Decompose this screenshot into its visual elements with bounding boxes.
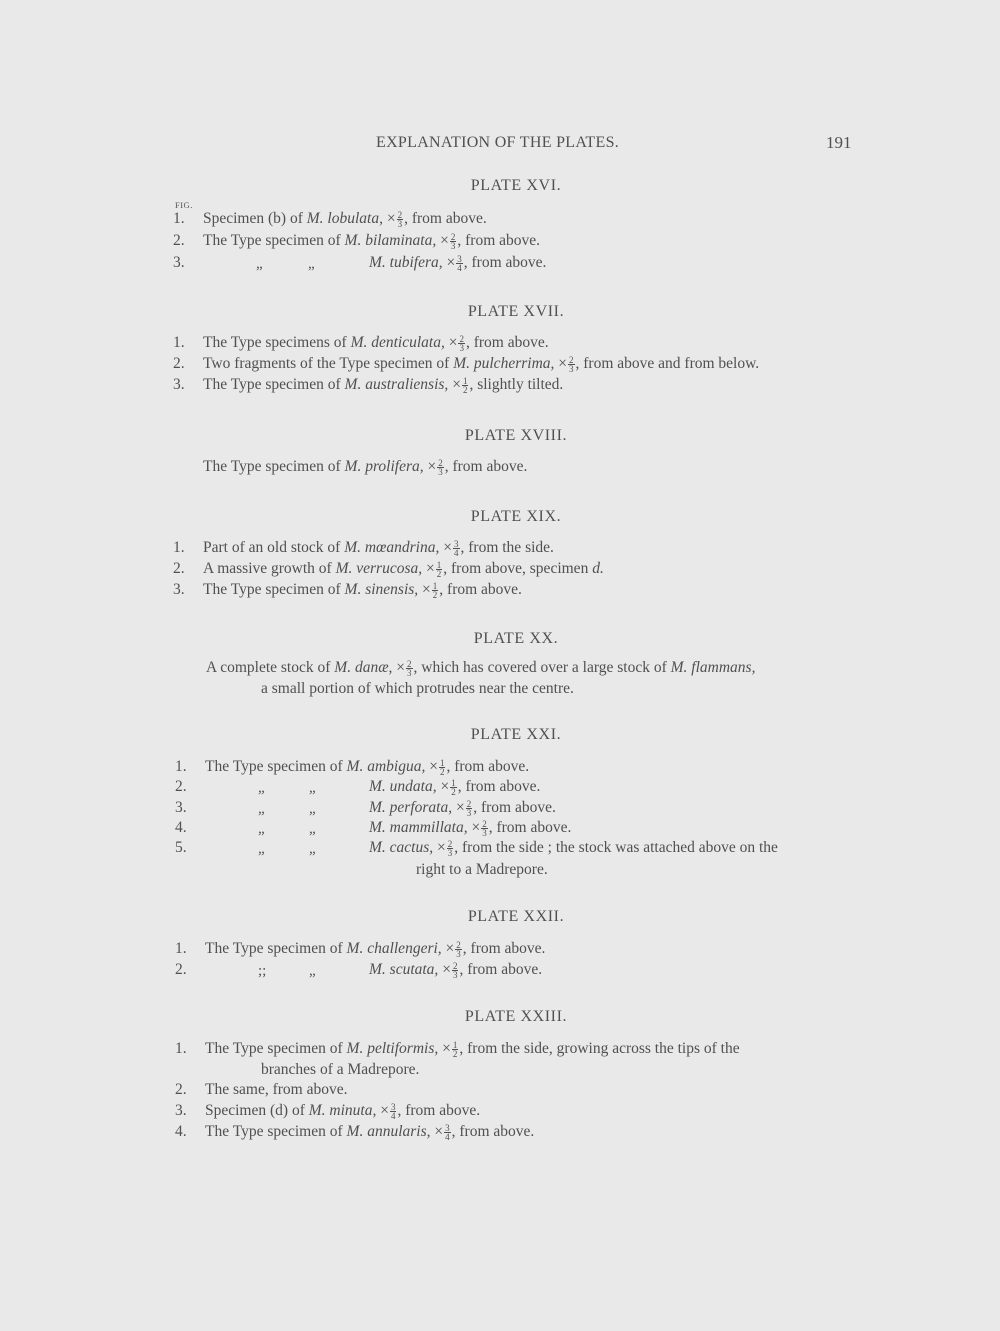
- magnification-fraction: $\frac{1}{2}$: [436, 559, 442, 579]
- item-number: 3.: [175, 1102, 187, 1119]
- item-text: The Type specimen of: [205, 758, 347, 775]
- plate-heading: PLATE XXI.: [470, 726, 562, 743]
- plate-item: The Type specimens of M. denticulata, × $\frac{2}{3}$ , from above.: [203, 333, 549, 353]
- specimen-letter: d.: [592, 560, 604, 577]
- item-text: The Type specimen of: [205, 940, 347, 957]
- plate-item: The Type specimen of M. challengeri, × $\frac{2}{3}$ , from above.: [205, 939, 546, 959]
- item-number: 2.: [175, 961, 187, 978]
- species-name: M. australiensis,: [344, 376, 449, 393]
- plate-item: The Type specimen of M. ambigua, × $\frac{1}{2}$ , from above.: [205, 757, 530, 777]
- ditto-mark: „: [308, 256, 315, 272]
- plate-item: M. mammillata, × $\frac{2}{3}$ , from above.: [369, 818, 572, 838]
- magnification-fraction: $\frac{2}{3}$: [482, 818, 487, 838]
- plate-item: The same, from above.: [205, 1081, 348, 1098]
- item-text: , from above.: [444, 458, 528, 475]
- running-header-title: EXPLANATION OF THE PLATES.: [376, 134, 620, 151]
- magnification-fraction: $\frac{2}{3}$: [447, 838, 453, 858]
- magnification-fraction: $\frac{2}{3}$: [452, 960, 458, 980]
- plate-item: M. undata, × $\frac{1}{2}$ , from above.: [369, 777, 541, 797]
- ditto-mark: „: [309, 801, 316, 817]
- item-text: The Type specimen of: [203, 458, 345, 475]
- item-text: , from above, specimen: [443, 560, 593, 577]
- item-text: , from the side, growing across the tips of the: [459, 1040, 740, 1057]
- item-text: , from above.: [462, 940, 546, 957]
- species-name: M. lobulata,: [306, 210, 383, 227]
- magnification-fraction: $\frac{3}{4}$: [390, 1101, 396, 1121]
- item-text: The Type specimens of: [203, 334, 351, 351]
- species-name: M. tubifera,: [369, 254, 443, 271]
- magnification-fraction: $\frac{2}{3}$: [407, 658, 412, 678]
- magnification-fraction: $\frac{2}{3}$: [459, 333, 464, 353]
- plate-paragraph: A complete stock of M. danæ, × $\frac{2}{3}$ , which has covered over a large stock of M. flammans,: [206, 658, 756, 678]
- plate-item: The Type specimen of M. annularis, × $\frac{3}{4}$ , from above.: [205, 1122, 535, 1142]
- species-name: M. denticulata,: [350, 334, 445, 351]
- plate-item: Part of an old stock of M. mœandrina, × $\frac{3}{4}$ , from the side.: [203, 538, 554, 558]
- magnification-fraction: $\frac{3}{4}$: [445, 1122, 450, 1142]
- plate-heading: PLATE XX.: [473, 630, 559, 647]
- item-text: , from above.: [446, 758, 530, 775]
- species-name: M. sinensis,: [344, 581, 419, 598]
- species-name: M. minuta,: [308, 1102, 377, 1119]
- species-name: M. challengeri,: [346, 940, 442, 957]
- magnification-fraction: $\frac{3}{4}$: [457, 253, 462, 273]
- species-name: M. peltiformis,: [346, 1040, 439, 1057]
- item-text: , from above.: [451, 1123, 535, 1140]
- item-text: , from above.: [439, 581, 522, 598]
- item-text: , from above.: [473, 799, 556, 816]
- item-number: 3.: [173, 581, 185, 598]
- item-continuation: branches of a Madrepore.: [261, 1061, 420, 1078]
- ditto-mark: „: [258, 801, 265, 817]
- plate-item: M. scutata, × $\frac{2}{3}$ , from above.: [369, 960, 543, 980]
- item-number: 1.: [175, 1040, 187, 1057]
- item-text: , from above.: [404, 210, 487, 227]
- item-number: 1.: [175, 758, 187, 775]
- plate-item: Specimen (b) of M. lobulata, × $\frac{2}{3}$ , from above.: [203, 209, 487, 229]
- ditto-mark: „: [309, 821, 316, 837]
- plate-item: M. tubifera, × $\frac{3}{4}$ , from above.: [369, 253, 547, 273]
- species-name: M. pulcherrima,: [453, 355, 555, 372]
- species-name: M. mammillata,: [369, 819, 468, 836]
- item-text: Two fragments of the Type specimen of: [203, 355, 454, 372]
- item-number: 1.: [173, 210, 185, 227]
- plate-item: Two fragments of the Type specimen of M. pulcherrima, × $\frac{2}{3}$ , from above and from below.: [203, 354, 760, 374]
- item-text: Part of an old stock of: [203, 539, 345, 556]
- plate-item: Specimen (d) of M. minuta, × $\frac{3}{4}$ , from above.: [205, 1101, 481, 1121]
- item-text: A massive growth of: [203, 560, 336, 577]
- species-name: M. bilaminata,: [344, 232, 437, 249]
- item-text: , from above.: [459, 961, 543, 978]
- magnification-fraction: $\frac{1}{2}$: [432, 580, 438, 600]
- magnification-fraction: $\frac{2}{3}$: [456, 939, 461, 959]
- plate-paragraph-continuation: a small portion of which protrudes near the centre.: [261, 680, 574, 697]
- item-number: 4.: [175, 819, 187, 836]
- item-number: 3.: [173, 376, 185, 393]
- item-number: 3.: [175, 799, 187, 816]
- item-number: 2.: [173, 560, 185, 577]
- item-text: , from above and from below.: [575, 355, 760, 372]
- item-number: 1.: [175, 940, 187, 957]
- item-text: The Type specimen of: [203, 581, 345, 598]
- plate-item: The Type specimen of M. australiensis, × $\frac{1}{2}$ , slightly tilted.: [203, 375, 564, 395]
- ditto-mark: „: [309, 780, 316, 796]
- plate-heading: PLATE XVIII.: [464, 427, 568, 444]
- species-name: M. ambigua,: [346, 758, 426, 775]
- fig-column-label: FIG.: [175, 200, 193, 210]
- item-number: 1.: [173, 334, 185, 351]
- item-number: 3.: [173, 254, 185, 271]
- item-text: , from above.: [457, 778, 541, 795]
- item-text: Specimen (b) of: [203, 210, 307, 227]
- item-text: The Type specimen of: [205, 1040, 347, 1057]
- magnification-fraction: $\frac{2}{3}$: [397, 209, 403, 229]
- ditto-mark: „: [309, 841, 316, 857]
- magnification-fraction: $\frac{1}{2}$: [439, 757, 445, 777]
- item-number: 2.: [175, 778, 187, 795]
- plate-item: The Type specimen of M. sinensis, × $\frac{1}{2}$ , from above.: [203, 580, 522, 600]
- item-number: 4.: [175, 1123, 187, 1140]
- item-text: A complete stock of: [206, 659, 335, 676]
- ditto-mark: „: [258, 780, 265, 796]
- item-number: 2.: [173, 232, 185, 249]
- species-name: M. perforata,: [369, 799, 453, 816]
- plate-heading: PLATE XVII.: [467, 303, 565, 320]
- species-name: M. danæ,: [334, 659, 393, 676]
- magnification-fraction: $\frac{2}{3}$: [569, 354, 574, 374]
- ditto-mark: „: [309, 963, 316, 979]
- magnification-fraction: $\frac{1}{2}$: [451, 777, 456, 797]
- ditto-mark: „: [258, 821, 265, 837]
- item-text: The Type specimen of: [203, 232, 345, 249]
- species-name: M. annularis,: [346, 1123, 431, 1140]
- page-number: 191: [826, 133, 852, 152]
- plate-heading: PLATE XXIII.: [464, 1008, 568, 1025]
- item-text: , from the side ; the stock was attached above on the: [454, 839, 778, 856]
- magnification-fraction: $\frac{2}{3}$: [438, 457, 443, 477]
- plate-heading: PLATE XIX.: [470, 508, 562, 525]
- species-name: M. cactus,: [369, 839, 434, 856]
- plate-item: A massive growth of M. verrucosa, × $\frac{1}{2}$ , from above, specimen d.: [203, 559, 604, 579]
- magnification-fraction: $\frac{1}{2}$: [452, 1039, 458, 1059]
- item-continuation: right to a Madrepore.: [416, 861, 548, 878]
- item-number: 1.: [173, 539, 185, 556]
- item-text: The Type specimen of: [203, 376, 345, 393]
- item-text: , slightly tilted.: [469, 376, 564, 393]
- item-text: Specimen (d) of: [205, 1102, 309, 1119]
- item-text: , from above.: [463, 254, 547, 271]
- ditto-mark: „: [258, 841, 265, 857]
- plate-item: The Type specimen of M. bilaminata, × $\frac{2}{3}$ , from above.: [203, 231, 541, 251]
- plate-item: The Type specimen of M. peltiformis, × $\frac{1}{2}$ , from the side, growing across the tips of the: [205, 1039, 740, 1059]
- magnification-fraction: $\frac{1}{2}$: [462, 375, 468, 395]
- plate-item: M. cactus, × $\frac{2}{3}$ , from the side ; the stock was attached above on the: [369, 838, 778, 858]
- ditto-mark: „: [256, 256, 263, 272]
- species-name: M. flammans,: [670, 659, 756, 676]
- item-text: , which has covered over a large stock of: [413, 659, 671, 676]
- magnification-fraction: $\frac{2}{3}$: [466, 798, 472, 818]
- item-text: , from above.: [457, 232, 541, 249]
- item-number: 2.: [173, 355, 185, 372]
- item-number: 5.: [175, 839, 187, 856]
- species-name: M. scutata,: [369, 961, 439, 978]
- plate-heading: PLATE XVI.: [470, 177, 562, 194]
- plate-item: M. perforata, × $\frac{2}{3}$ , from above.: [369, 798, 556, 818]
- item-text: , from above.: [465, 334, 549, 351]
- species-name: M. mœandrina,: [344, 539, 440, 556]
- magnification-fraction: $\frac{3}{4}$: [454, 538, 459, 558]
- magnification-fraction: $\frac{2}{3}$: [450, 231, 456, 251]
- item-number: 2.: [175, 1081, 187, 1098]
- item-text: The Type specimen of: [205, 1123, 347, 1140]
- item-text: , from the side.: [460, 539, 554, 556]
- ditto-mark: ;;: [258, 963, 267, 979]
- species-name: M. undata,: [369, 778, 437, 795]
- item-text: , from above.: [488, 819, 572, 836]
- plate-heading: PLATE XXII.: [467, 908, 565, 925]
- plate-item: The Type specimen of M. prolifera, × $\frac{2}{3}$ , from above.: [203, 457, 528, 477]
- species-name: M. prolifera,: [344, 458, 424, 475]
- species-name: M. verrucosa,: [335, 560, 423, 577]
- item-text: , from above.: [397, 1102, 481, 1119]
